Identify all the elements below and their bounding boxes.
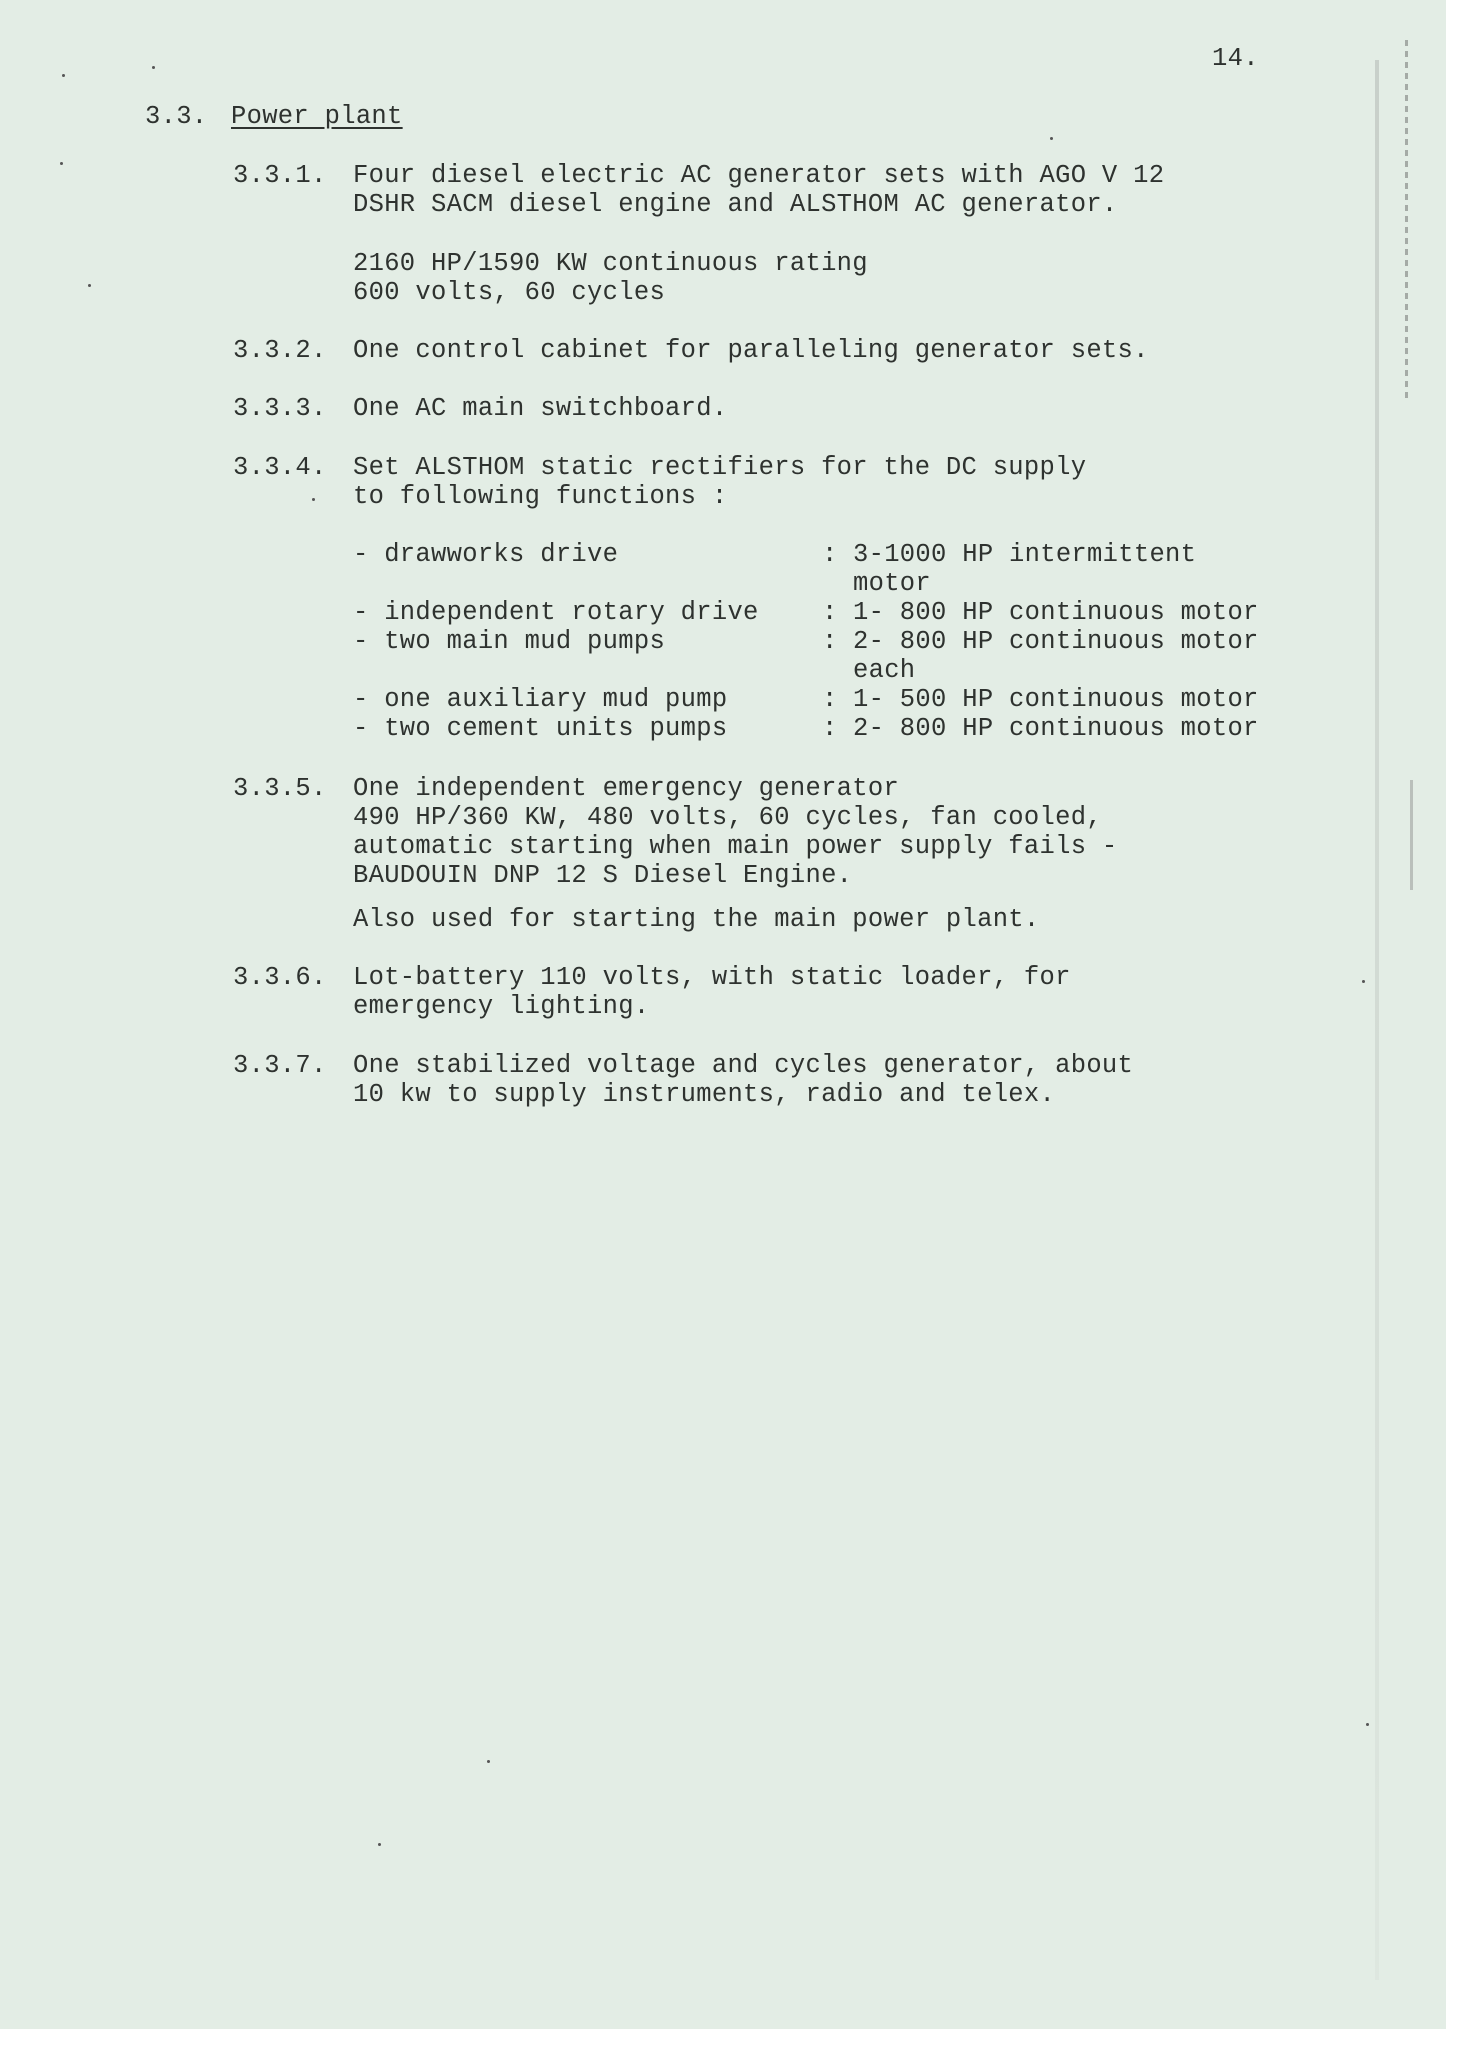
item-text-line: One independent emergency generator [353,774,900,803]
section-title: Power plant [231,102,403,131]
item-text-line: 600 volts, 60 cycles [353,278,666,307]
item-text-line: One stabilized voltage and cycles generator, about [353,1051,1134,1080]
function-spec: motor [853,569,932,598]
function-name: - one auxiliary mud pump [353,685,728,714]
page-number: 14. [1212,44,1259,73]
function-spec: each [853,656,916,685]
item-text-line: BAUDOUIN DNP 12 S Diesel Engine. [353,861,853,890]
item-text-line: 2160 HP/1590 KW continuous rating [353,249,868,278]
function-separator: : [822,627,838,656]
item-text-line: One AC main switchboard. [353,394,728,423]
section-number: 3.3. [145,102,208,131]
item-text-line: Also used for starting the main power plant. [353,905,1040,934]
item-number: 3.3.3. [233,394,327,423]
scan-speck [60,162,63,165]
scan-speck [62,74,65,77]
item-number: 3.3.4. [233,453,327,482]
item-number: 3.3.1. [233,161,327,190]
scan-speck [1362,980,1365,983]
item-text-line: Four diesel electric AC generator sets with AGO V 12 [353,161,1165,190]
item-number: 3.3.5. [233,774,327,803]
function-spec: 1- 800 HP continuous motor [853,598,1259,627]
scan-speck [312,498,315,501]
item-number: 3.3.7. [233,1051,327,1080]
function-spec: 2- 800 HP continuous motor [853,627,1259,656]
scan-speck [152,66,155,69]
item-text-line: 10 kw to supply instruments, radio and telex. [353,1080,1056,1109]
function-separator: : [822,714,838,743]
scan-speck [1050,137,1053,140]
item-text-line: Lot-battery 110 volts, with static loader, for [353,963,1071,992]
scan-speck [487,1760,490,1763]
item-text-line: DSHR SACM diesel engine and ALSTHOM AC generator. [353,190,1118,219]
item-text-line: 490 HP/360 KW, 480 volts, 60 cycles, fan cooled, [353,803,1102,832]
item-number: 3.3.6. [233,963,327,992]
function-spec: 2- 800 HP continuous motor [853,714,1259,743]
scan-speck [378,1843,381,1846]
function-separator: : [822,598,838,627]
item-number: 3.3.2. [233,336,327,365]
page-edge-mark [1405,40,1408,400]
item-text-line: to following functions : [353,482,728,511]
item-text-line: automatic starting when main power supply fails - [353,832,1118,861]
function-name: - two main mud pumps [353,627,666,656]
function-spec: 3-1000 HP intermittent [853,540,1197,569]
item-text-line: emergency lighting. [353,992,650,1021]
function-spec: 1- 500 HP continuous motor [853,685,1259,714]
item-text-line: Set ALSTHOM static rectifiers for the DC supply [353,453,1087,482]
function-separator: : [822,540,838,569]
function-name: - two cement units pumps [353,714,728,743]
scan-speck [1366,1723,1369,1726]
scan-speck [88,284,91,287]
function-name: - drawworks drive [353,540,619,569]
function-name: - independent rotary drive [353,598,759,627]
item-text-line: One control cabinet for paralleling generator sets. [353,336,1149,365]
page-edge-mark [1410,780,1413,890]
function-separator: : [822,685,838,714]
page-edge-shadow [1375,60,1379,1980]
